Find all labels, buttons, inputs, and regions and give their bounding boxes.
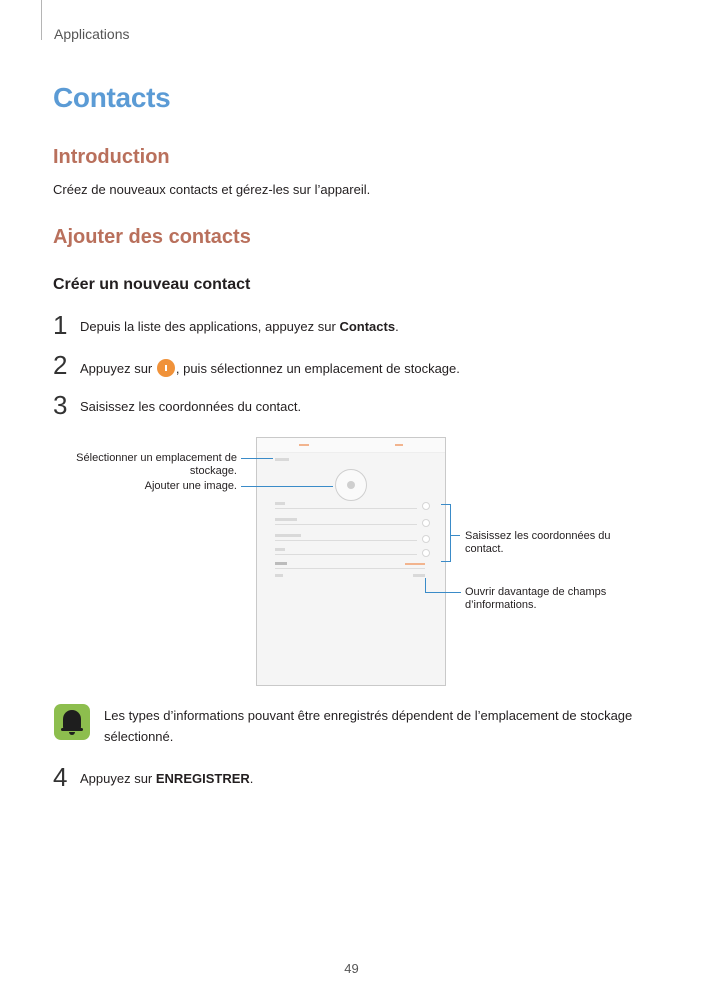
callout-details-bracket-top	[441, 504, 451, 505]
introduction-heading: Introduction	[53, 146, 170, 168]
add-contact-icon	[157, 359, 175, 377]
org-field-line	[275, 524, 417, 525]
note-text: Les types d’informations pouvant être enregistrés dépendent de l’emplacement de stockage sélectionné.	[104, 708, 633, 744]
introduction-text: Créez de nouveaux contacts et gérez-les sur l’appareil.	[53, 182, 371, 197]
callout-details-bracket-bottom	[441, 561, 451, 562]
group-label-mark	[275, 562, 287, 565]
step-2-number: 2	[53, 350, 68, 380]
page-number: 49	[344, 961, 359, 976]
field-label-mark	[275, 534, 301, 537]
callout-more-line	[425, 592, 461, 593]
callout-details-line	[451, 535, 460, 536]
step-2-text: Appuyez sur , puis sélectionnez un emplacement de stockage.	[80, 361, 460, 376]
email-field-line	[275, 554, 417, 555]
callout-storage-line	[241, 458, 273, 459]
callout-details-bracket	[450, 504, 451, 562]
create-contact-subheading: Créer un nouveau contact	[53, 276, 251, 293]
phone-field-line	[275, 540, 417, 541]
field-label-mark	[275, 518, 297, 521]
callout-details: Saisissez les coordonnées du contact.	[465, 530, 611, 555]
callout-more-vertical	[425, 578, 426, 593]
section-name: Applications	[54, 26, 130, 42]
add-image-avatar	[335, 469, 367, 501]
add-contacts-heading: Ajouter des contacts	[53, 226, 251, 248]
page-title: Contacts	[53, 82, 171, 113]
step-1-number: 1	[53, 310, 68, 340]
org-expand-icon	[422, 519, 430, 527]
step-4-text: Appuyez sur ENREGISTRER.	[80, 771, 254, 786]
note-bell-icon	[54, 704, 90, 740]
group-value-mark	[405, 563, 425, 565]
screenshot-toolbar	[257, 438, 445, 453]
more-fields-mark	[413, 574, 425, 577]
cancel-label-mark	[299, 444, 309, 446]
header-rule	[41, 0, 42, 40]
group-field-line	[275, 568, 425, 569]
step-4-number: 4	[53, 762, 68, 792]
new-contact-screenshot	[256, 437, 446, 686]
step-3-number: 3	[53, 390, 68, 420]
step-1-text: Depuis la liste des applications, appuyez sur Contacts.	[80, 319, 399, 334]
name-field-line	[275, 508, 417, 509]
phone-expand-icon	[422, 535, 430, 543]
step-3-text: Saisissez les coordonnées du contact.	[80, 399, 302, 414]
callout-image-line	[241, 486, 333, 487]
callout-image: Ajouter une image.	[144, 480, 237, 492]
more-label-mark	[275, 574, 283, 577]
field-label-mark	[275, 502, 285, 505]
field-label-mark	[275, 548, 285, 551]
callout-storage: Sélectionner un emplacement de stockage.	[76, 452, 237, 477]
storage-selector-mark	[275, 458, 289, 461]
name-expand-icon	[422, 502, 430, 510]
callout-more-fields: Ouvrir davantage de champs d’informations.	[465, 586, 607, 611]
email-expand-icon	[422, 549, 430, 557]
save-label-mark	[395, 444, 403, 446]
